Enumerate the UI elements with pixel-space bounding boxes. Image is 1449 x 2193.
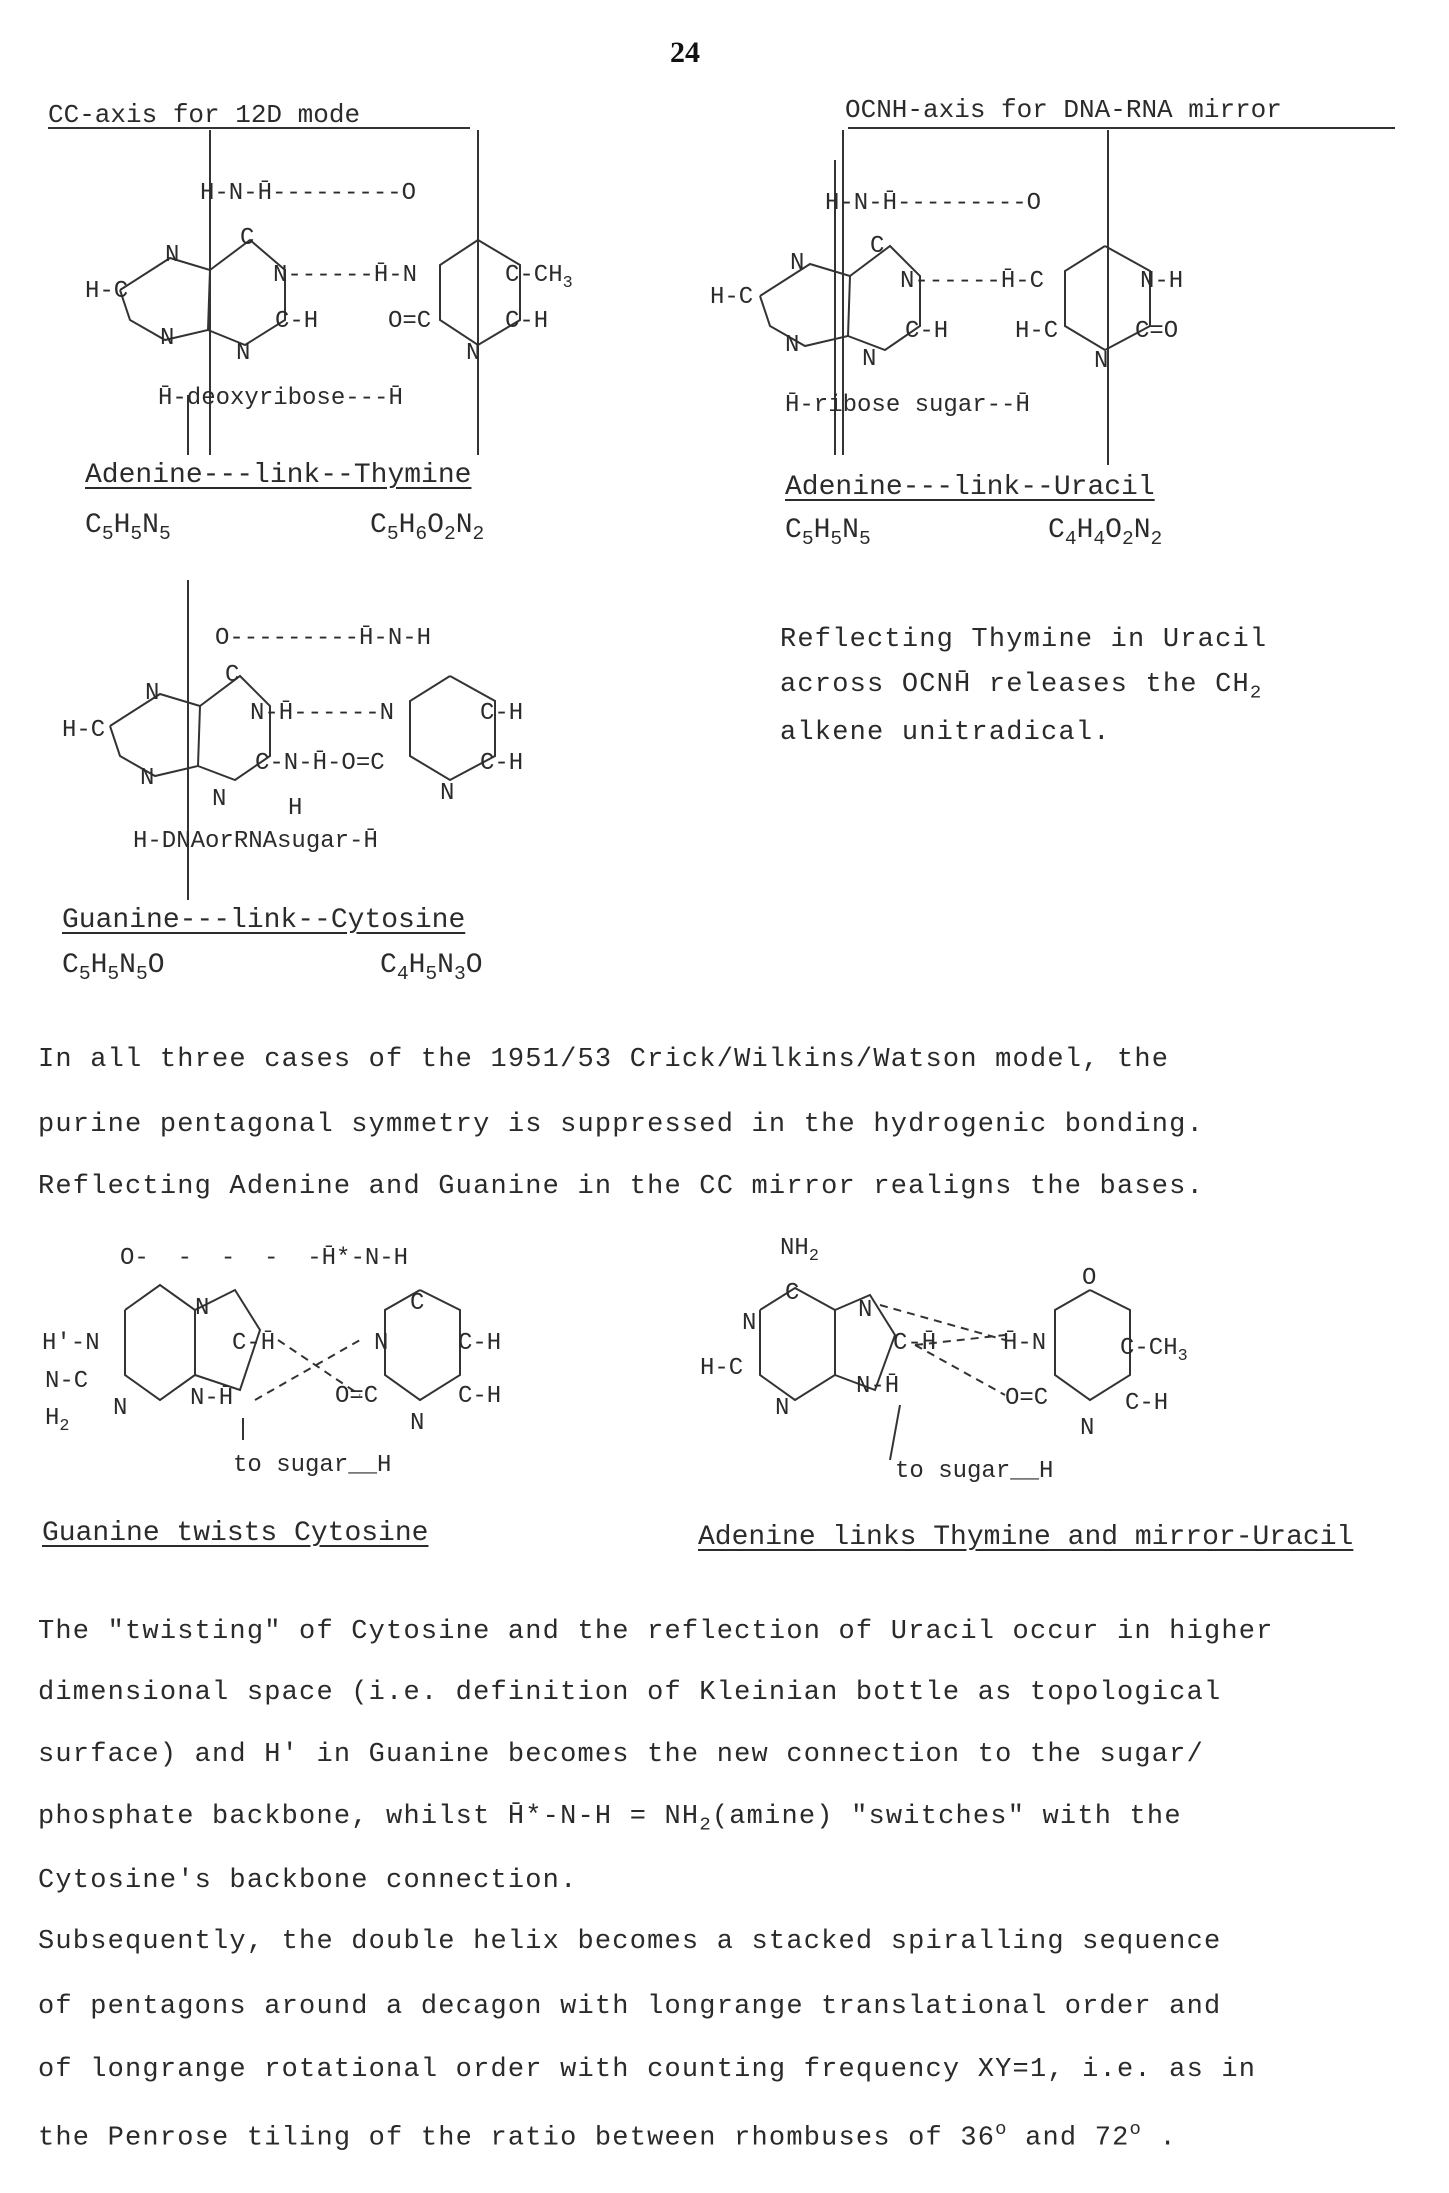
au-ring-n2: N------H̄-C (900, 268, 1045, 295)
gtc-c-h2: C-H (458, 1383, 502, 1410)
atu-c-h-bar: C-H̄ (893, 1330, 937, 1357)
gtc-c-top: C (410, 1290, 425, 1317)
gc-formula-left: $C_5H_5N_5O$ (62, 950, 165, 985)
para2-line6: Subsequently, the double helix becomes a stacked spiralling sequence (38, 1927, 1222, 1957)
au-ring-n1: N (790, 250, 805, 277)
at-ring-c1: C (240, 225, 255, 252)
para2-line2: dimensional space (i.e. definition of Kleinian bottle as topological (38, 1678, 1222, 1708)
au-sugar: H̄-ribose sugar--H̄ (785, 392, 1030, 419)
au-ring-c-o: C=O (1135, 318, 1179, 345)
para1-line1: In all three cases of the 1951/53 Crick/Wilkins/Watson model, the (38, 1045, 1170, 1075)
at-ring-n1: N (165, 242, 180, 269)
gtc-n-right: N (195, 1295, 210, 1322)
gtc-c-h1: C-H (458, 1330, 502, 1357)
au-ring-h-c: H-C (1015, 318, 1059, 345)
at-sugar: H̄-deoxyribose---H̄ (158, 385, 403, 412)
at-ring-c2: $C-CH_3$ (505, 262, 573, 293)
at-ring-c-h2: C-H (505, 308, 549, 335)
gtc-h-prime-n: H'-N (42, 1330, 100, 1357)
atu-n-bottom: N (775, 1395, 790, 1422)
at-row1: H-N-H̄---------O (200, 180, 417, 207)
au-ring-c-h: C-H (905, 318, 949, 345)
para2-line8: of longrange rotational order with counting frequency XY=1, i.e. as in (38, 2055, 1257, 2085)
atu-o-top: O (1082, 1265, 1097, 1292)
atu-n-right: N (858, 1297, 873, 1324)
au-ring-n-bm: N (862, 346, 877, 373)
para2-line1: The "twisting" of Cytosine and the reflection of Uracil occur in higher (38, 1617, 1274, 1647)
atu-c-h: C-H (1125, 1390, 1169, 1417)
gc-row1: O---------H̄-N-H (215, 625, 432, 652)
gc-ring-n-bm: N (212, 786, 227, 813)
at-axis-label: CC-axis for 12D mode (48, 100, 361, 130)
para2-line9: the Penrose tiling of the ratio between rhombuses of 36$^o$ and 72$^o$ . (38, 2118, 1177, 2154)
gtc-h2: $H_2$ (45, 1405, 70, 1436)
au-ring-n-br: N (1094, 348, 1109, 375)
gtc-row1: O- - - - -H̄*-N-H (120, 1245, 409, 1272)
gc-ring-c1: C (225, 662, 240, 689)
at-link-label: Adenine---link--Thymine (85, 460, 472, 491)
atu-c-ch3: $C-CH_3$ (1120, 1335, 1188, 1366)
gc-ring-n2: N-H̄------N (250, 700, 395, 727)
atu-o-eq-c: O=C (1005, 1385, 1049, 1412)
atu-h-n: H̄-N (1003, 1330, 1047, 1357)
para2-line3: surface) and H' in Guanine becomes the new connection to the sugar/ (38, 1740, 1204, 1770)
at-ring-n-bm: N (236, 340, 251, 367)
gc-ring-h-bottom: H (288, 795, 303, 822)
at-ring-h-left: H-C (85, 278, 129, 305)
at-ring-n-br: N (466, 340, 481, 367)
au-row1: H-N-H̄---------O (825, 190, 1042, 217)
au-ring-n-bl: N (785, 332, 800, 359)
gc-link-label: Guanine---link--Cytosine (62, 905, 466, 936)
atu-n-h-bar: N-H̄ (856, 1373, 900, 1400)
au-link-label: Adenine---link--Uracil (785, 472, 1155, 503)
reflect-note-line3: alkene unitradical. (780, 718, 1111, 748)
gc-formula-right: $C_4H_5N_3O$ (380, 950, 483, 985)
gtc-n-bottom-right: N (410, 1410, 425, 1437)
gtc-caption: Guanine twists Cytosine (42, 1518, 429, 1549)
gc-ring-h-left: H-C (62, 717, 106, 744)
gc-ring-mid: C-N-H̄-O=C (255, 750, 385, 777)
atu-n-bottom-right: N (1080, 1415, 1095, 1442)
au-ring-c1: C (870, 233, 885, 260)
atu-n-left: N (742, 1310, 757, 1337)
gtc-c-h-bar: C-H̄ (232, 1330, 276, 1357)
au-formula-left: $C_5H_5N_5$ (785, 515, 871, 550)
at-formula-left: $C_5H_5N_5$ (85, 510, 171, 545)
at-ring-n-bl: N (160, 325, 175, 352)
gc-ring-c2: C-H (480, 700, 524, 727)
gtc-n-bottom: N (113, 1395, 128, 1422)
page-number: 24 (670, 36, 700, 69)
gtc-o-eq-c: O=C (335, 1383, 379, 1410)
au-formula-right: $C_4H_4O_2N_2$ (1048, 515, 1163, 550)
reflect-note-line2: across OCNH̄ releases the $CH_2$ (780, 670, 1263, 704)
at-ring-c-h: C-H (275, 308, 319, 335)
au-axis-label: OCNH-axis for DNA-RNA mirror (845, 95, 1282, 125)
gc-ring-n1: N (145, 680, 160, 707)
para2-line5: Cytosine's backbone connection. (38, 1866, 578, 1896)
gc-ring-n-br: N (440, 780, 455, 807)
atu-caption: Adenine links Thymine and mirror-Uracil (698, 1522, 1354, 1553)
gc-sugar: H-DNAorRNAsugar-H̄ (133, 828, 378, 855)
gc-ring-c-h: C-H (480, 750, 524, 777)
at-ring-n2: N------H̄-N (273, 262, 418, 289)
gtc-n-c: N-C (45, 1368, 89, 1395)
para1-line3: Reflecting Adenine and Guanine in the CC mirror realigns the bases. (38, 1172, 1204, 1202)
atu-h-c: H-C (700, 1355, 744, 1382)
reflect-note-line1: Reflecting Thymine in Uracil (780, 625, 1268, 655)
au-ring-c2: N-H (1140, 268, 1184, 295)
para2-line7: of pentagons around a decagon with longrange translational order and (38, 1992, 1222, 2022)
au-ring-h-left: H-C (710, 284, 754, 311)
atu-c-top: C (785, 1280, 800, 1307)
atu-sugar: to sugar__H (895, 1458, 1054, 1485)
gtc-n-mid: N (374, 1330, 389, 1357)
para1-line2: purine pentagonal symmetry is suppressed in the hydrogenic bonding. (38, 1110, 1204, 1140)
gtc-sugar: to sugar__H (233, 1452, 392, 1479)
gc-ring-n-bl: N (140, 765, 155, 792)
at-ring-o-c: O=C (388, 308, 432, 335)
at-formula-right: $C_5H_6O_2N_2$ (370, 510, 485, 545)
atu-nh2: $NH_2$ (780, 1235, 819, 1266)
para2-line4: phosphate backbone, whilst H̄*-N-H = $NH_2(amine)$ "switches" with the (38, 1802, 1182, 1836)
gtc-n-h-bar: N-H̄ (190, 1385, 234, 1412)
